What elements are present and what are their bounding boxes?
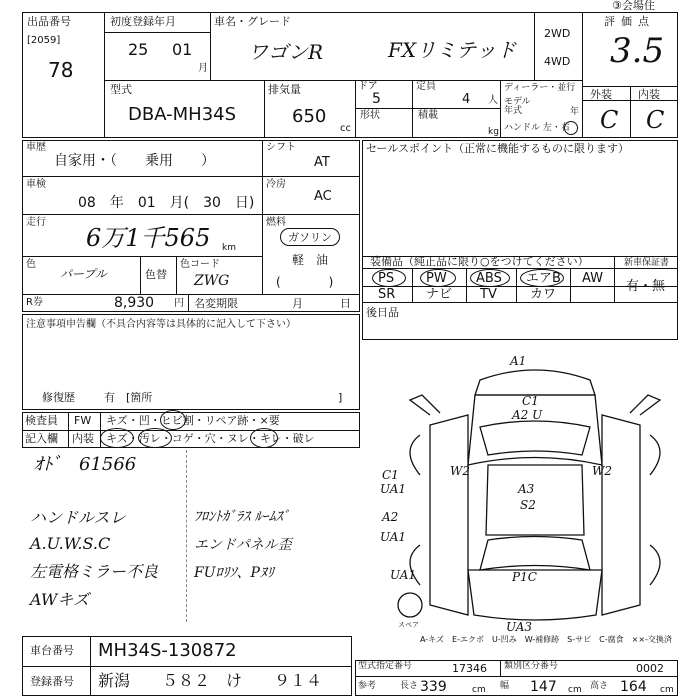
length-label: 長さ <box>400 681 419 691</box>
ac-value: AC <box>314 189 332 204</box>
height-label: 高さ <box>590 681 609 691</box>
entry-label: 記入欄 <box>25 432 58 445</box>
color-code-label: 色コード <box>180 259 220 270</box>
equip-pw: PW <box>426 271 447 286</box>
mileage-value: 6万1千565 <box>86 224 211 252</box>
ac-label: 冷房 <box>266 179 286 190</box>
equip-ps: PS <box>378 271 395 286</box>
inspector-label: 検査員 <box>25 414 58 427</box>
legend-circle-3 <box>138 428 172 448</box>
month-unit: 月 <box>198 63 208 74</box>
model-year-label: モデル年式 <box>504 97 531 116</box>
equip-title: 装備品（純正品に限り○をつけてください） <box>370 255 589 268</box>
fuel-label: 燃料 <box>266 217 286 228</box>
deadline-month: 月 <box>292 297 303 310</box>
history-label: 車歴 <box>26 142 46 153</box>
shift-value: AT <box>314 155 330 170</box>
equip-circle-ps <box>372 269 406 287</box>
header-block <box>22 12 678 138</box>
width-label: 幅 <box>500 681 510 691</box>
equip-aw: AW <box>582 271 604 286</box>
yen-unit: 円 <box>174 298 184 309</box>
repair-value: 有 [箇所 <box>104 391 153 404</box>
fuel-gasoline: ガソリン <box>288 231 332 244</box>
chassis-label: 車台番号 <box>30 644 74 657</box>
km-unit: km <box>222 243 236 253</box>
equip-circle-pw <box>420 269 456 287</box>
handle-circle <box>564 121 578 135</box>
mark-p1c: P1C <box>512 570 537 584</box>
history-value: 自家用・（ 乗用 ） <box>54 153 215 169</box>
equip-leather: カワ <box>530 287 557 302</box>
legend-circle-2 <box>100 428 134 448</box>
front-right-wheel <box>650 435 660 475</box>
left-side-outline <box>430 415 468 615</box>
exterior-grade: C <box>600 106 619 134</box>
mark-ua1-left: UA1 <box>380 482 407 496</box>
class-value: 0002 <box>636 662 664 675</box>
load-label: 積載 <box>418 110 438 121</box>
recycle-label: R券 <box>26 297 43 308</box>
notes-title: 注意事項申告欄（不具合内容等は具体的に記入して下さい） <box>26 319 296 330</box>
hw-right1: ﾌﾛﾝﾄｶﾞﾗｽ ﾙｰﾑｽﾞ <box>194 509 290 525</box>
title-deadline-label: 名変期限 <box>194 297 238 310</box>
equip-abs: ABS <box>476 271 502 286</box>
length-unit: cm <box>472 685 486 695</box>
mark-a3: A3 <box>518 482 535 496</box>
hw-right3: FUﾛﾘｿ、Pﾇﾘ <box>194 565 274 581</box>
inspection-label: 車検 <box>26 179 46 190</box>
lot-sub: [2059] <box>27 35 61 46</box>
plate-value: 新潟 ５８２ け ９１４ <box>98 671 323 690</box>
length-value: 339 <box>420 679 447 695</box>
first-reg-label: 初度登録年月 <box>110 15 176 28</box>
legend-row1: キズ・凹・ヒビ割・リペア跡・×要 <box>106 414 280 427</box>
mark-a2u: A2 U <box>512 408 543 422</box>
dealer-label: ディーラー・並行 <box>504 83 576 93</box>
class-label: 類別区分番号 <box>504 661 559 671</box>
right-mirror <box>630 395 660 415</box>
equip-circle-airbag <box>520 269 564 287</box>
plate-label: 登録番号 <box>30 675 74 688</box>
displacement: 650 <box>292 106 327 127</box>
recycle-value: 8,930 <box>114 295 155 311</box>
model: DBA-MH34S <box>128 104 237 125</box>
front-bumper-outline <box>475 370 595 395</box>
height-value: 164 <box>620 679 647 695</box>
repair-label: 修復歴 <box>42 391 75 404</box>
deadline-day: 日 <box>340 297 351 310</box>
exterior-label: 外装 <box>590 88 612 101</box>
windshield-outline <box>480 421 590 455</box>
color-swap-label: 色替 <box>145 268 167 281</box>
chassis-value: MH34S-130872 <box>98 640 237 661</box>
capacity-label: 定員 <box>416 81 436 92</box>
spec-value: 17346 <box>452 662 487 675</box>
fuel-light-oil: 軽 油 <box>292 253 329 267</box>
mark-ua3: UA3 <box>506 620 533 634</box>
car-damage-diagram <box>370 355 700 635</box>
rear-right-wheel <box>650 545 660 585</box>
score: 3.5 <box>610 31 665 71</box>
width-value: 147 <box>530 679 557 695</box>
mileage-label: 走行 <box>26 217 46 228</box>
damage-legend: A-キズ E-エクボ U-凹み W-補修跡 S-サビ C-腐食 ××-交換済 <box>420 635 672 644</box>
first-reg-month: 01 <box>172 40 193 59</box>
spare-tire <box>398 593 422 617</box>
persons-unit: 人 <box>488 95 498 106</box>
mark-c1: C1 <box>522 394 539 408</box>
hw-line2: A.U.W.S.C <box>30 534 111 553</box>
front-left-wheel <box>410 435 420 475</box>
lot-label: 出品番号 <box>27 15 71 28</box>
inspection-value: 08 年 01 月( 30 日) <box>78 195 255 211</box>
interior-label: 内装 <box>638 88 660 101</box>
venue-mark: ③会場住 <box>612 0 655 12</box>
spare-label: スペア <box>398 621 419 629</box>
mark-ua1-left-2: UA1 <box>380 530 407 544</box>
color-value: パープル <box>60 267 107 281</box>
right-side-outline <box>602 415 640 615</box>
equip-sr: SR <box>378 287 396 302</box>
repair-close: ] <box>338 391 343 404</box>
hw-line1: ハンドルスレ <box>30 508 126 527</box>
equip-tv: TV <box>480 287 497 302</box>
shift-label: シフト <box>266 142 296 153</box>
mark-w2-right: W2 <box>592 464 612 478</box>
model-label: 型式 <box>110 83 132 96</box>
color-code-value: ZWG <box>194 273 230 289</box>
name-label: 車名・グレード <box>214 15 291 28</box>
hw-line4: AWキズ <box>30 590 90 609</box>
shape-label: 形状 <box>360 110 380 121</box>
fuel-paren: ( ) <box>276 275 334 289</box>
handle-label: ハンドル 左・右 <box>504 123 570 133</box>
score-label: 評価点 <box>604 15 655 28</box>
first-reg-year: 25 <box>128 40 149 59</box>
doors: 5 <box>372 91 381 107</box>
equip-navi: ナビ <box>426 287 453 302</box>
width-unit: cm <box>568 685 582 695</box>
mark-a1: A1 <box>510 355 527 368</box>
warranty-label: 新車保証書 <box>624 258 670 268</box>
sales-title: セールスポイント（正常に機能するものに限ります） <box>366 142 630 155</box>
equip-airbag: エアB <box>526 271 561 286</box>
mark-a2-left: A2 <box>382 510 399 524</box>
grade: FXリミテッド <box>388 38 517 62</box>
year-unit: 年 <box>570 107 580 117</box>
ref-label: 参考 <box>358 681 377 691</box>
color-label: 色 <box>26 259 36 270</box>
kg-unit: kg <box>488 127 499 137</box>
after-label: 後日品 <box>366 306 399 319</box>
spec-label: 型式指定番号 <box>358 661 413 671</box>
legend-circle-1 <box>160 410 186 430</box>
legend-interior: 内装 <box>72 432 94 445</box>
car-name: ワゴンR <box>248 40 324 64</box>
cc-unit: cc <box>340 123 351 134</box>
mark-c1-left: C1 <box>382 468 399 482</box>
warranty-value: 有・無 <box>626 279 666 294</box>
doors-label: ドア <box>358 81 378 92</box>
hw-right2: エンドパネル歪 <box>194 537 292 553</box>
legend-row2: キズ・汚レ・コゲ・穴・ヌレ・キレ・破レ <box>106 432 315 445</box>
legend-circle-4 <box>250 428 278 448</box>
equip-circle-abs <box>470 269 510 287</box>
drive-2wd: 2WD <box>544 27 571 40</box>
drive-4wd: 4WD <box>544 55 571 68</box>
left-mirror <box>410 395 440 415</box>
interior-grade: C <box>646 106 665 134</box>
hw-line3: 左電格ミラー不良 <box>30 562 159 581</box>
lot-number: 78 <box>48 58 74 82</box>
mark-ua1-rear: UA1 <box>390 568 417 582</box>
mark-s2: S2 <box>520 498 536 512</box>
legend-fw: FW <box>74 414 92 427</box>
rear-glass-outline <box>480 537 590 571</box>
hw-odo: ｵﾄﾞ 61566 <box>34 454 137 475</box>
height-unit: cm <box>660 685 674 695</box>
displacement-label: 排気量 <box>268 83 301 96</box>
capacity: 4 <box>462 92 471 107</box>
sales-block <box>362 140 678 340</box>
mark-w2-left: W2 <box>450 464 470 478</box>
